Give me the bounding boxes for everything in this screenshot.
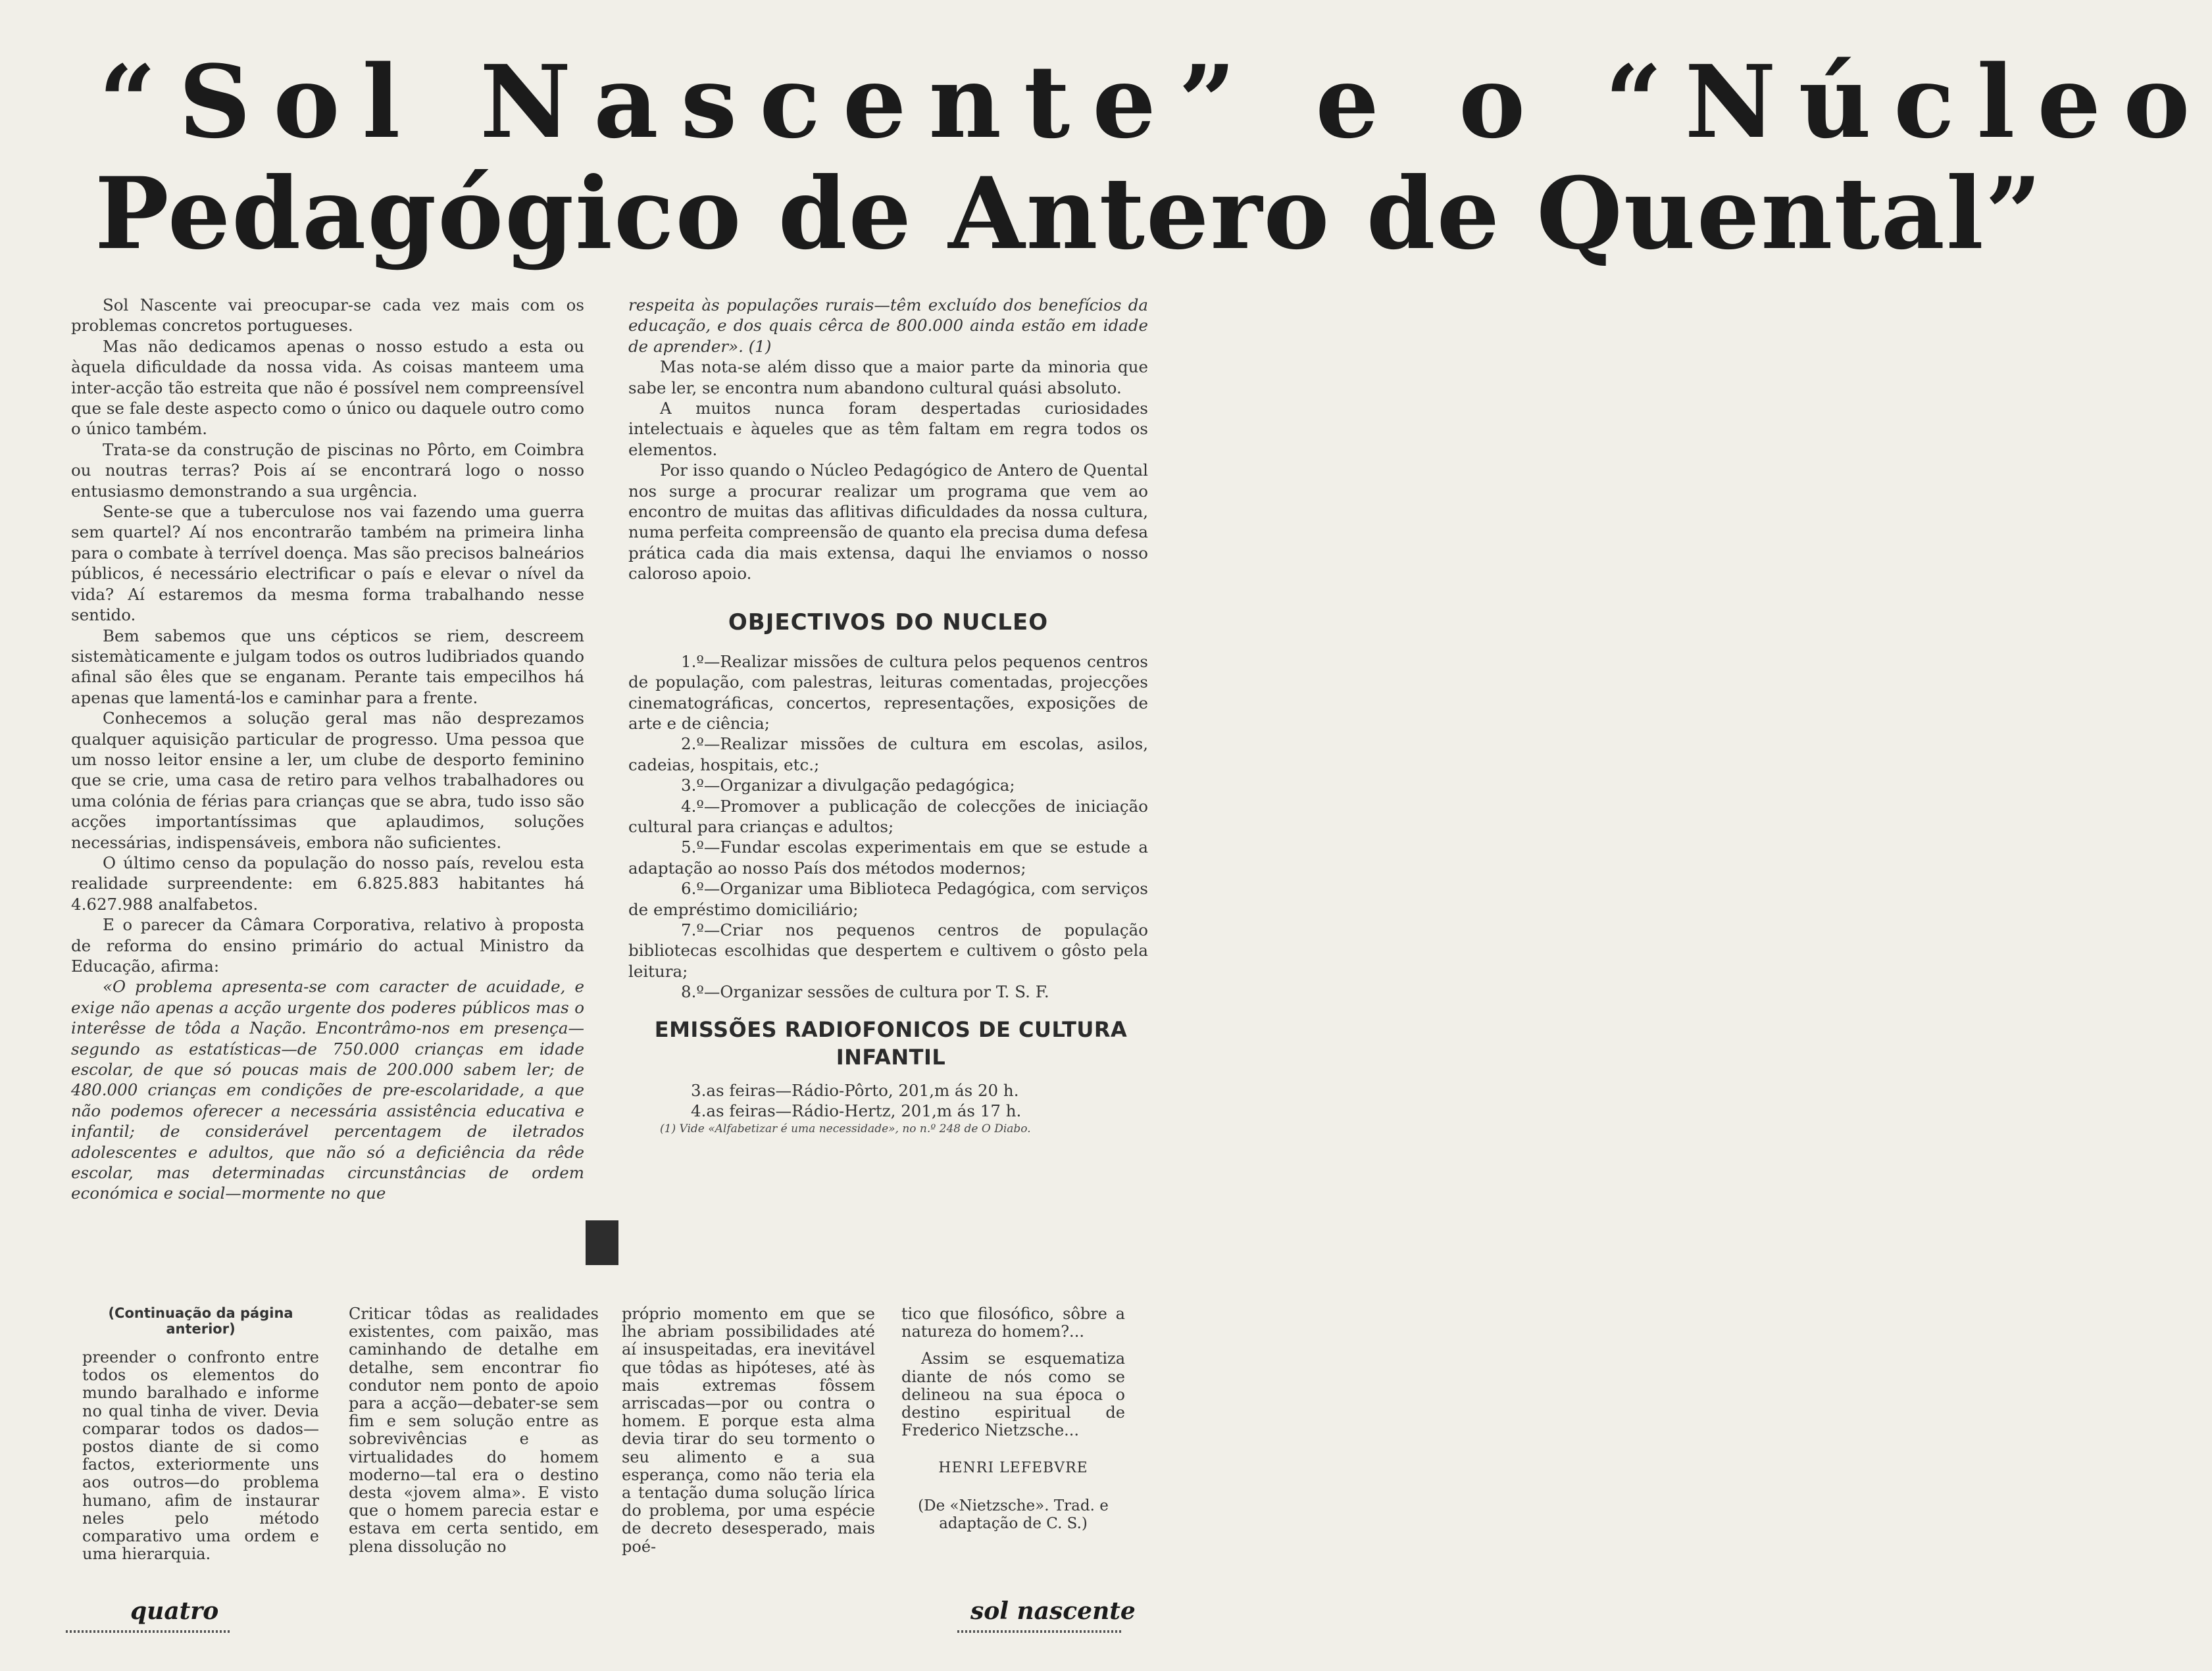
right-column (628, 295, 1148, 1137)
paragraph: A muitos nunca foram despertadas curiosidades intelectuais e àqueles que as têm faltam em regra todos os elementos. (628, 399, 1148, 459)
paragraph: Por isso quando o Núcleo Pedagógico de Antero de Quental nos surge a procurar realizar um programa que vem ao encontro de muitas das aflitivas dificuldades da nossa cultura, numa perfeita compreensão de quanto ela precisa duma defesa prática cada dia mais extensa, daqui lhe enviamos o nosso caloroso apoio. (628, 461, 1148, 584)
paragraph: Conhecemos a solução geral mas não desprezamos qualquer aquisição particular de progresso. Uma pessoa que um nosso leitor ensine a ler, um clube de desporto feminino que se crie, uma casa de retiro para velhos trabalhadores ou uma colónia de férias para crianças que se abra, tudo isso são acções importantíssimas que aplaudimos, soluções necessárias, indispensáveis, embora não suficientes. (71, 709, 584, 852)
quotation-continuation: respeita às populações rurais—têm excluído dos benefícios da educação, e dos quais cêrca de 800.000 ainda estão em idade de aprender». (1) (628, 295, 1148, 356)
paragraph: próprio momento em que se lhe abriam possibilidades até aí insuspeitadas, era inevitável que tôdas as hipóteses, até às mais extremas fôssem arriscadas—por ou contra o homem. E porque esta alma devia tirar do seu tormento o seu alimento e a sua esperança, como não teria ela a tentação duma solução lírica do problema, por uma espécie de decreto desesperado, mais poé- (622, 1305, 875, 1556)
paragraph: E o parecer da Câmara Corporativa, relativo à proposta de reforma do ensino primário do actual Ministro da Educação, afirma: (71, 915, 584, 976)
page-number-word: quatro (130, 1597, 219, 1625)
section-divider-block (586, 1220, 618, 1265)
list-item: 5.º—Fundar escolas experimentais em que se estude a adaptação ao nosso País dos métodos modernos; (628, 837, 1148, 878)
list-item: 4.º—Promover a publicação de colecções de iniciação cultural para crianças e adultos; (628, 796, 1148, 836)
bottom-column-3 (622, 1305, 875, 1556)
source-note: (De «Nietzsche». Trad. e adaptação de C. S.) (918, 1497, 1109, 1532)
paragraph: Trata-se da construção de piscinas no Pôrto, em Coimbra ou noutras terras? Pois aí se encontrará logo o nosso entusiasmo demonstrando a sua urgência. (71, 439, 584, 501)
paragraph: Mas não dedicamos apenas o nosso estudo a esta ou àquela dificuldade da nossa vida. As coisas manteem uma inter-acção tão estreita que não é possível nem compreensível que se fale deste aspecto como o único ou daquele outro como o único também. (71, 336, 584, 439)
list-item: 7.º—Criar nos pequenos centros de população bibliotecas escolhidas que despertem e cultivem o gôsto pela leitura; (628, 920, 1148, 981)
list-item: 6.º—Organizar uma Biblioteca Pedagógica, com serviços de empréstimo domiciliário; (628, 879, 1148, 919)
paragraph: Sente-se que a tuberculose nos vai fazendo uma guerra sem quartel? Aí nos encontrarão também na primeira linha para o combate à terrível doença. Mas são precisos balneários públicos, é necessário electrificar o país e elevar o nível da vida? Aí estaremos da mesma forma trabalhando nesse sentido. (71, 502, 584, 625)
radio-schedule (628, 1080, 1148, 1122)
radio-title: EMISSÕES RADIOFONICOS DE CULTURA INFANTIL (654, 1016, 1128, 1070)
paragraph: Assim se esquematiza diante de nós como se delineou na sua época o destino espiritual de Frederico Nietzsche... (901, 1349, 1125, 1440)
masthead-footer: sol nascente (970, 1597, 1136, 1625)
paragraph: Criticar tôdas as realidades existentes, com paixão, mas caminhando de detalhe em detalhe, sem encontrar fio condutor nem ponto de apoio para a acção—debater-se sem fim e sem solução entre as sobrevivências e as virtualidades do homem moderno—tal era o destino desta «jovem alma». E visto que o homem parecia estar e estava em certa sentido, em plena dissolução no (349, 1305, 599, 1556)
headline (95, 43, 2212, 272)
radio-item: 3.as feiras—Rádio-Pôrto, 201,m ás 20 h. (691, 1080, 1019, 1100)
radio-item: 4.as feiras—Rádio-Hertz, 201,m ás 17 h. (691, 1101, 1022, 1120)
paragraph: Mas nota-se além disso que a maior parte da minoria que sabe ler, se encontra num abandono cultural quási absoluto. (628, 357, 1148, 397)
bottom-column-2 (349, 1305, 599, 1556)
paragraph: O último censo da população do nosso país, revelou esta realidade surpreendente: em 6.825.883 habitantes há 4.627.988 analfabetos. (71, 853, 584, 914)
author-name: HENRI LEFEBVRE (938, 1460, 1088, 1477)
headline-line-2: Pedagógico de Antero de Quental” (95, 156, 2044, 272)
list-item: 1.º—Realizar missões de cultura pelos pequenos centros de população, com palestras, leituras comentadas, projecções cinematográficas, concertos, representações, exposições de arte e de ciência; (628, 651, 1148, 733)
paragraph: Sol Nascente vai preocupar-se cada vez mais com os problemas concretos portugueses. (71, 295, 584, 336)
continuation-label: (Continuação da página anterior) (108, 1305, 293, 1337)
objectives-title: OBJECTIVOS DO NUCLEO (728, 609, 1049, 636)
left-column (71, 295, 584, 1204)
objectives-list (628, 651, 1148, 1003)
footer-rule-right (957, 1630, 1122, 1633)
quotation-paragraph: «O problema apresenta-se com caracter de acuidade, e exige não apenas a acção urgente dos poderes públicos mas o interêsse de tôda a Nação. Encontrâmo-nos em presença—segundo as estatísticas—de 750.000 crianças em idade escolar, de que só poucas mais de 200.000 sabem ler; de 480.000 crianças em condições de pre-escolaridade, a que não podemos oferecer a necessária assistência educativa e infantil; de considerável percentagem de iletrados adolescentes e adultos, que não só a deficiência da rêde escolar, mas determinadas circunstâncias de ordem económica e social—mormente no que (71, 977, 584, 1203)
footer-rule-left (66, 1630, 230, 1633)
list-item: 8.º—Organizar sessões de cultura por T. S. F. (681, 982, 1049, 1002)
bottom-column-1 (82, 1305, 319, 1563)
paragraph: Bem sabemos que uns cépticos se riem, descreem sistemàticamente e julgam todos os outros ludibriados quando afinal são êles que se enganam. Perante tais empecilhos há apenas que lamentá-los e caminhar para a frente. (71, 626, 584, 707)
paragraph: tico que filosófico, sôbre a natureza do homem?... (901, 1305, 1125, 1341)
list-item: 2.º—Realizar missões de cultura em escolas, asilos, cadeias, hospitais, etc.; (628, 734, 1148, 774)
list-item: 3.º—Organizar a divulgação pedagógica; (681, 776, 1015, 795)
headline-line-1: “Sol Nascente” e o “Núcleo (99, 43, 2212, 161)
footnote: (1) Vide «Alfabetizar é uma necessidade», no n.º 248 de O Diabo. (660, 1122, 1031, 1136)
bottom-column-4 (901, 1305, 1125, 1533)
paragraph: preender o confronto entre todos os elementos do mundo baralhado e informe no qual tinha de viver. Devia comparar todos os dados—postos diante de si como factos, exteriormente uns aos outros—do problema humano, afim de instaurar neles pelo método comparativo uma ordem e uma hierarquia. (82, 1348, 319, 1564)
